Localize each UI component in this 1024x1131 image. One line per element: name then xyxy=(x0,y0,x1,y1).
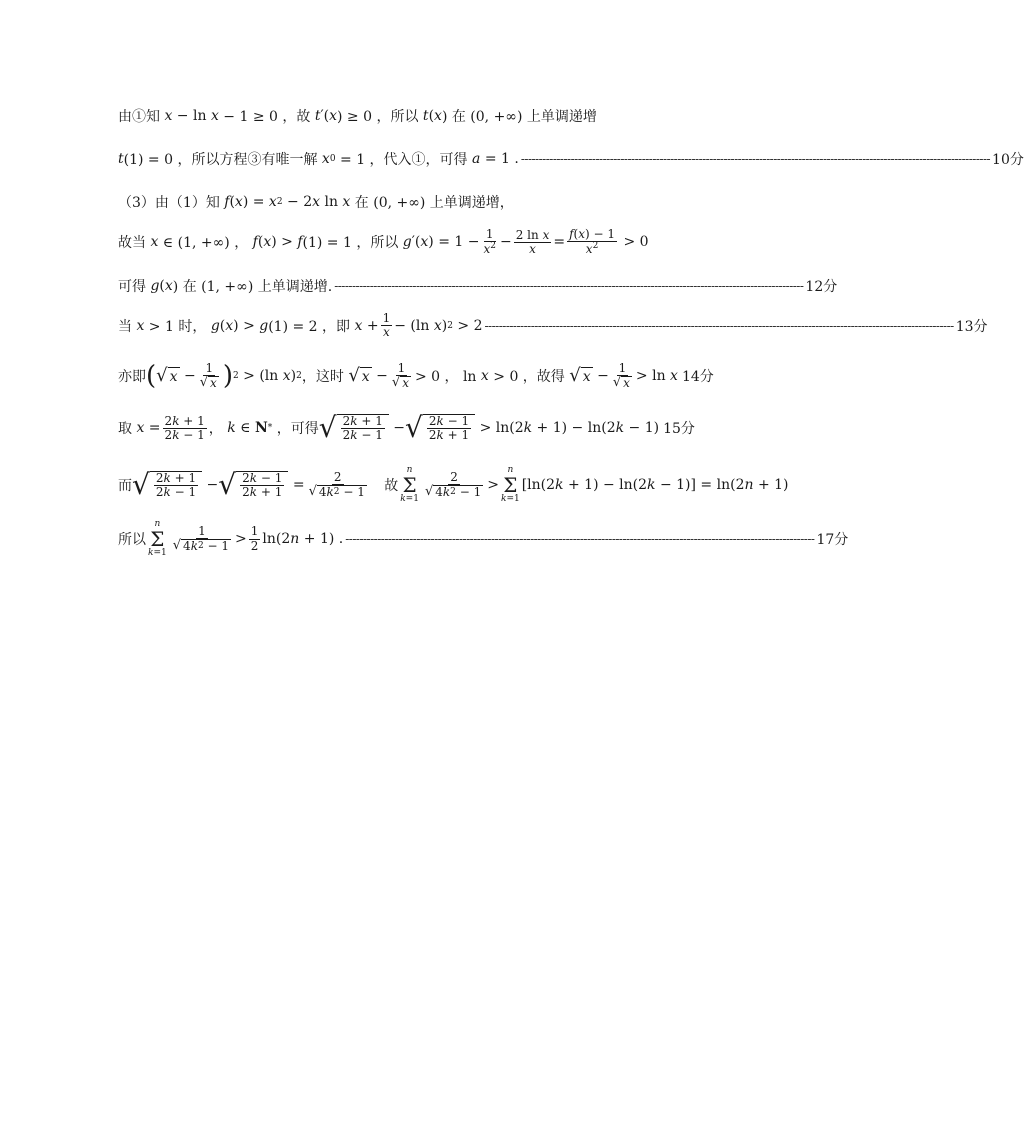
math-line: 故当 x ∈ (1, +∞) ， f ( x ) > f (1) = 1 ，所以 g ′( x ) = 1 − $\frac{1}{x^2}$ − $\frac{\text{2 ln x}}{x}$ = $\frac{f(x) - 1}{x^2}$ > 0 xyxy=(118,227,649,257)
score-label: 17分 xyxy=(816,532,849,548)
solution-line-9 xyxy=(118,465,789,504)
score-label: 13分 xyxy=(955,318,988,335)
solution-line-3 xyxy=(118,192,684,212)
score-label: 15分 xyxy=(663,421,695,438)
solution-line-6 xyxy=(118,311,988,340)
math-line: 可得 g ( x ) 在 (1, +∞) 上单调递增. xyxy=(118,278,333,295)
math-line: 所以 n Σ k=1 1 √ 4 k 2 − 1 > $\frac{1}{2}$ ln(2 n + 1) . xyxy=(118,519,344,558)
math-line: 取 x = $\frac{2k + 1}{2k - 1}$ ， k ∈ N * ，可得 √ $\frac{2k + 1}{2k - 1}$ − √ $\frac{2k - 1}{2k + 1}$ > ln(2 k + 1) − ln(2 k − 1) xyxy=(118,411,660,444)
dash-leader: ------------------------------------------------------------------------------------------------------------------------------------ xyxy=(520,152,991,166)
math-line: 当 x > 1 时， g ( x ) > g (1) = 2 ，即 x + $\frac{1}{x}$ − (ln x ) 2 > 2 xyxy=(118,311,483,340)
solution-line-5 xyxy=(118,276,838,296)
score-label: 14分 xyxy=(681,369,714,386)
solution-line-10 xyxy=(118,519,849,558)
score-label: 10分 xyxy=(992,152,1024,168)
math-line: 而 √ $\frac{2k + 1}{2k - 1}$ − √ $\frac{2k - 1}{2k + 1}$ = 2 √ 4 k 2 − 1 故 n Σ k=1 2 √ 4 k 2 − 1 > n Σ k=1 [ln(2 k + 1) − ln(2 k − 1)] = ln(2 n + 1) xyxy=(118,465,789,504)
math-line: t (1) = 0 ，所以方程③有唯一解 x 0 = 1 ，代入①，可得 a = 1 . xyxy=(118,151,519,168)
dash-leader: ------------------------------------------------------------------------------------------------------------------------------------ xyxy=(484,318,954,333)
math-line: 亦即 ( √ x − 1 √ x ) 2 > (ln x ) 2 ，这时 √ x − 1 √ x > 0 ， ln x > 0 ，故得 √ x − 1 √ x > ln x xyxy=(118,361,678,392)
score-label: 12分 xyxy=(805,279,838,295)
solution-line-1 xyxy=(118,106,684,126)
solution-line-4 xyxy=(118,228,684,256)
solution-line-7 xyxy=(118,361,714,392)
dash-leader: ------------------------------------------------------------------------------------------------------------------------------------ xyxy=(334,279,804,293)
solution-line-2 xyxy=(118,149,1024,169)
math-line: （3）由（1）知 f ( x ) = x 2 − 2 x ln x 在 (0, +∞) 上单调递增， xyxy=(118,194,514,211)
solution-line-8 xyxy=(118,411,695,444)
dash-leader: ------------------------------------------------------------------------------------------------------------------------------------ xyxy=(345,532,815,546)
math-line: 由①知 x − ln x − 1 ≥ 0 ，故 t ′( x ) ≥ 0 ，所以 t ( x ) 在 (0, +∞) 上单调递增 xyxy=(118,108,597,125)
